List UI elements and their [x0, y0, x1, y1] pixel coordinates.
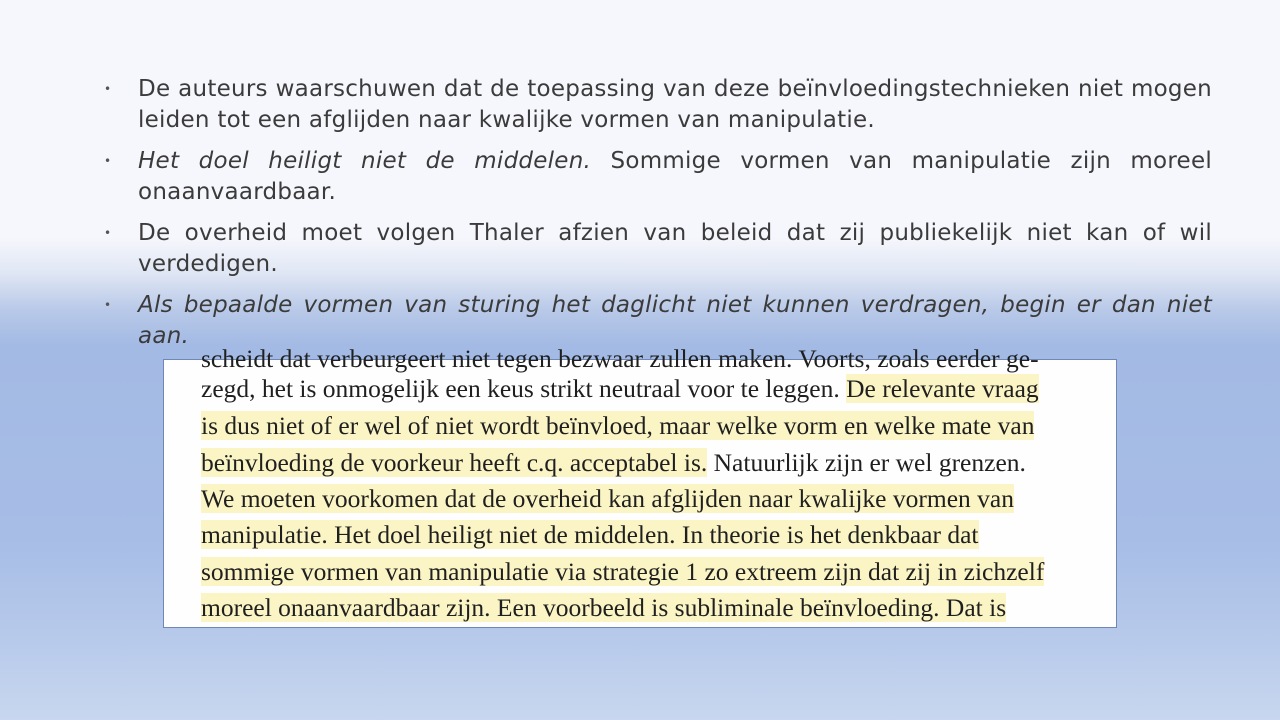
excerpt-line — [201, 557, 1081, 587]
excerpt-line — [201, 484, 1081, 514]
excerpt-plain: zegd, het is onmogelijk een keus strikt neutraal voor te leggen. — [201, 374, 847, 403]
bullet-italic-text: Het doel heiligt niet de middelen. — [138, 148, 592, 174]
excerpt-line — [201, 520, 1081, 550]
excerpt-highlight: manipulatie. Het doel heiligt niet de middelen. In theorie is het denkbaar dat — [201, 520, 979, 549]
excerpt-highlight: sommige vormen van manipulatie via strategie 1 zo extreem zijn dat zij in zichzelf — [201, 557, 1045, 586]
book-excerpt-image — [163, 344, 1117, 628]
bullet-text: Sommige vormen van manipulatie zijn moreel onaanvaardbaar. — [138, 148, 1212, 205]
bullet-dot-icon: • — [104, 226, 112, 240]
excerpt-cut-line: scheidt dat verbeurgeert niet tegen bezwaar zullen maken. Voorts, zoals eerder ge- — [201, 344, 1039, 373]
excerpt-highlight: beïnvloeding de voorkeur heeft c.q. acceptabel is. — [201, 448, 708, 477]
excerpt-highlight: We moeten voorkomen dat de overheid kan afglijden naar kwalijke vormen van — [201, 484, 1014, 513]
bullet-list — [104, 74, 1212, 352]
excerpt-line — [201, 593, 1081, 623]
bullet-dot-icon: • — [104, 154, 112, 168]
bullet-text: De auteurs waarschuwen dat de toepassing van deze beïnvloedingstechnieken niet mogen leiden tot een afglijden naar kwalijke vormen van manipulatie. — [138, 76, 1212, 133]
bullet-item — [104, 74, 1212, 136]
excerpt-highlight: De relevante vraag — [846, 374, 1039, 403]
excerpt-plain: Natuurlijk zijn er wel grenzen. — [707, 448, 1026, 477]
bullet-item — [104, 218, 1212, 280]
bullet-italic-text: Als bepaalde vormen van sturing het daglicht niet kunnen verdragen, begin er dan niet aan. — [138, 292, 1212, 349]
excerpt-highlight: moreel onaanvaardbaar zijn. Een voorbeeld is subliminale beïnvloeding. Dat is — [201, 593, 1007, 622]
excerpt-highlight: is dus niet of er wel of niet wordt beïnvloed, maar welke vorm en welke mate van — [201, 411, 1035, 440]
excerpt-line — [201, 374, 1081, 404]
excerpt-line — [201, 411, 1081, 441]
bullet-dot-icon: • — [104, 82, 112, 96]
bullet-dot-icon: • — [104, 298, 112, 312]
bullet-text: De overheid moet volgen Thaler afzien van beleid dat zij publiekelijk niet kan of wil verdedigen. — [138, 220, 1212, 277]
bullet-item — [104, 146, 1212, 208]
bullet-item — [104, 290, 1212, 352]
excerpt-line — [201, 448, 1081, 478]
